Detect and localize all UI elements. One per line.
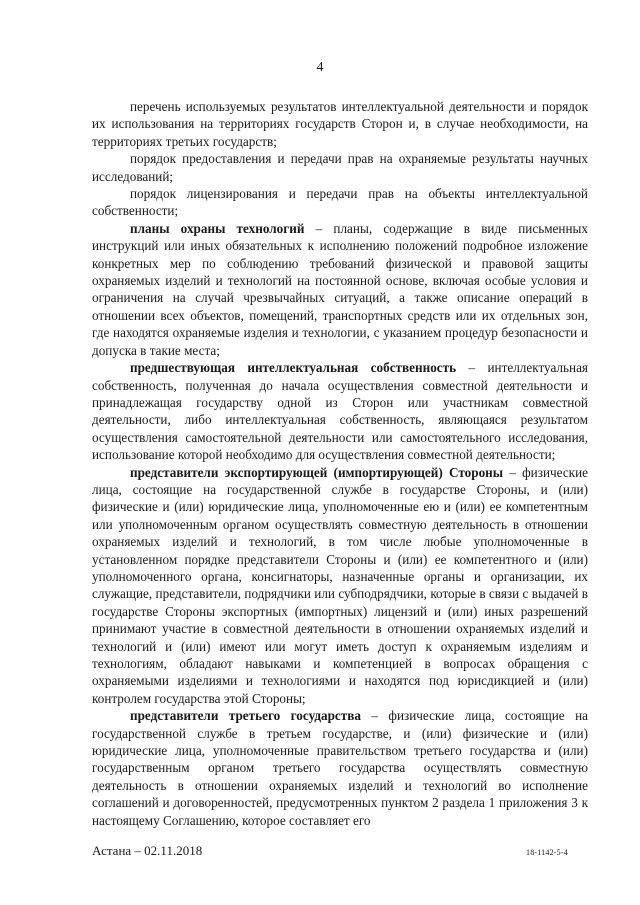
page-number: 4	[316, 60, 324, 75]
paragraph-text: порядок предоставления и передачи прав на охраняемые результаты научных исследований;	[92, 151, 588, 184]
definition-text: – интеллектуальная собственность, полученная до начала осуществления совместной деятельности и принадлежащая государству одной из Сторон или участникам совместной деятельности, либо интеллектуальная собственность, являющаяся результатом осуществления самостоятельной деятельности или самостоятельного исследования, использование которой необходимо для осуществления совместной деятельности;	[92, 360, 588, 463]
definition-prior-ip	[92, 359, 588, 463]
paragraph-text: перечень используемых результатов интеллектуальной деятельности и порядок их использования на территориях государств Сторон и, в случае необходимости, на территориях третьих государств;	[92, 99, 588, 149]
document-body	[92, 98, 588, 829]
definition-text: – планы, содержащие в виде письменных инструкций или иных обязательных к исполнению положений подробное изложение конкретных мер по соблюдению требований физической и правовой защиты охраняемых изделий и технологий на постоянной основе, включая особые условия и ограничения на случай чрезвычайных ситуаций, а также описание операций в отношении всех объектов, помещений, транспортных средств или их отдельных зон, где находятся охраняемые изделия и технологии, с указанием процедур безопасности и допуска в такие места;	[92, 220, 588, 358]
definition-term: представители экспортирующей (импортирующей) Стороны	[130, 464, 504, 480]
footer-place-date: Астана – 02.11.2018	[92, 843, 203, 858]
paragraph-rights-transfer	[92, 150, 588, 185]
definition-term: планы охраны технологий	[130, 220, 305, 236]
paragraph-text: порядок лицензирования и передачи прав на объекты интеллектуальной собственности;	[92, 186, 588, 219]
definition-text: – физические лица, состоящие на государственной службе в государстве Стороны, и (или) физические и (или) юридические лица, уполномоченные ею и (или) ее компетентным или уполномоченным органом осуществлять совместную деятельность в отношении охраняемых изделий и технологий, в том числе любые уполномоченные в установленном порядке представители Стороны и (или) ее компетентного и (или) уполномоченного органа, консигнаторы, назначенные органы и организации, их служащие, представители, подрядчики или субподрядчики, которые в связи с выдачей в государстве Стороны экспортных (импортных) лицензий и (или) иных разрешений принимают участие в совместной деятельности в отношении охраняемых изделий и технологий и (или) имеют или могут иметь доступ к охраняемым изделиям и технологиям, обладают навыками и компетенцией в вопросах обращения с охраняемыми изделиями и технологиями и находятся под юрисдикцией и (или) контролем государства этой Стороны;	[92, 464, 588, 706]
definition-term: представители третьего государства	[130, 708, 361, 724]
definition-third-state-representatives	[92, 707, 588, 829]
definition-technology-protection-plans	[92, 220, 588, 359]
definition-exporting-party-representatives	[92, 464, 588, 708]
paragraph-ip-results-list	[92, 98, 588, 150]
paragraph-licensing	[92, 185, 588, 220]
definition-term: предшествующая интеллектуальная собственность	[130, 360, 457, 376]
footer-document-code: 18-1142-5-4	[526, 848, 568, 857]
definition-text: – физические лица, состоящие на государственной службе в третьем государстве, и (или) физические и (или) юридические лица, уполномоченные правительством третьего государства и (или) государственным органом третьего государства осуществлять совместную деятельность в отношении охраняемых изделий и технологий во исполнение соглашений и договоренностей, предусмотренных пунктом 2 раздела 1 приложения 3 к настоящему Соглашению, которое составляет его	[92, 708, 588, 828]
